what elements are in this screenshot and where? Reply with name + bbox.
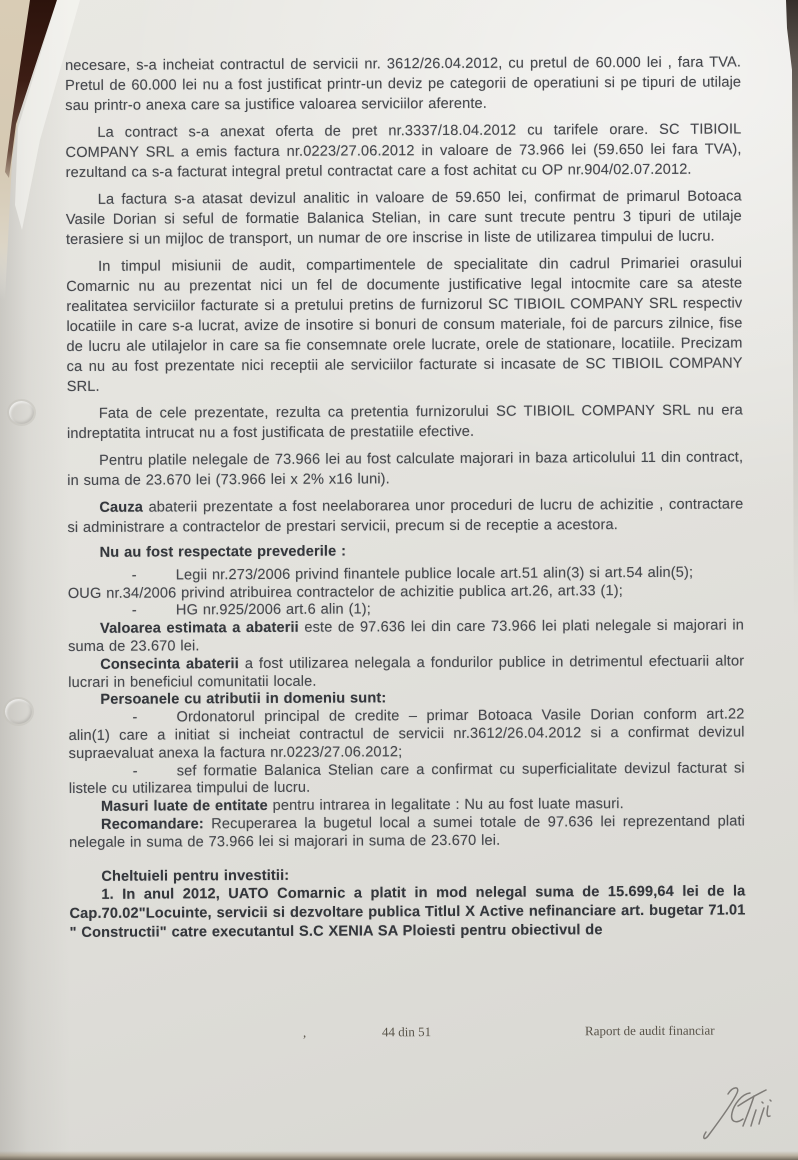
footer-doc-label: Raport de audit financiar — [584, 1022, 715, 1039]
list-item-text: sef formatie Balanica Stelian care a confirmat cu superficialitate devizul facturat si listele cu utilizarea timpului de lucru. — [68, 760, 745, 798]
list-item-legea — [68, 564, 744, 585]
paragraph-fata: Fata de cele prezentate, rezulta ca pretentia furnizorului SC TIBIOIL COMPANY SRL nu era indreptatita intrucat nu a fost justificata de prestatiile efective. — [66, 402, 743, 442]
document-body — [65, 52, 746, 942]
paragraph-consecinta-text: a fost utilizarea nelegala a fondurilor publice in detrimentul efectuarii altor lucrari in beneficiul comunitatii locale. — [68, 653, 745, 691]
list-item-text: Legii nr.273/2006 privind finantele publice locale art.51 alin(3) si art.54 alin(5); — [175, 564, 694, 584]
list-dash: - — [132, 709, 138, 726]
bottom-page-edge — [0, 1151, 798, 1160]
paragraph-majorari: Pentru platile nelegale de 73.966 lei au fost calculate majorari in baza articolului 11 din contract, in suma de 23.670 lei (73.966 lei x 2% x16 luni). — [67, 449, 744, 489]
paragraph-recomandare-text: Recuperarea la bugetul local a sumei totale de 97.636 lei reprezentand plati nelegale in suma de 73.966 lei si majorari in suma de 23.670 lei. — [69, 813, 746, 851]
bold-lead-valoarea: Valoarea estimata a abaterii — [99, 619, 299, 638]
paragraph-consecinta — [68, 653, 744, 692]
bold-lead-cauza: Cauza — [99, 499, 144, 516]
section-tibioil — [65, 52, 744, 538]
right-page-edge — [782, 0, 798, 700]
section-investitii — [69, 864, 745, 943]
list-dash: - — [131, 567, 137, 584]
paragraph-audit: In timpul misiunii de audit, compartimentele de specialitate din cadrul Primariei orasului Comarnic nu au prezentat nici un fel de documente justificative legal intocmite care sa ateste realitatea serviciilor facturate si a pretului pretins de furnizorul SC TIBIOIL COMPANY SRL respectiv locatiile in care s-a lucrat, avize de insotire si bonuri de consum materiale, foi de parcurs zilnice, fise de lucru ale utilajelor in care sa fie consemnate orele lucrate, orele de stationare, locatiile. Precizam ca nu au fost prezentate nici receptii ale serviciilor facturate si incasate de SC TIBIOIL COMPANY SRL. — [66, 255, 743, 395]
signature-initials — [690, 1080, 790, 1155]
list-item-ordonator — [68, 707, 744, 764]
punch-hole-top — [7, 399, 36, 426]
heading-persoane: Persoanele cu atributii in domeniu sunt: — [100, 690, 387, 709]
bold-lead-recomandare: Recomandare: — [100, 816, 204, 833]
paragraph-masuri-text: pentru intrarea in legalitate : Nu au fost luate masuri. — [267, 796, 624, 815]
paragraph-contract: La contract s-a anexat oferta de pret nr.3337/18.04.2012 cu tarifele orare. SC TIBIOIL COMPANY SRL a emis factura nr.0223/27.06.2012 in valoare de 73.966 lei (59.650 lei fara TVA), rezultand ca s-a facturat integral pretul contractat care a fost achitat cu OP nr.904/02.07.2012. — [65, 121, 742, 181]
punch-hole-bottom — [3, 697, 34, 726]
page-number: 44 din 51 — [381, 1024, 432, 1040]
paragraph-recomandare — [69, 813, 745, 852]
paragraph-valoarea-text: este de 97.636 lei din care 73.966 lei plati nelegale si majorari in suma de 23.670 lei. — [68, 617, 745, 655]
section-abatere — [68, 541, 746, 852]
list-item-text: OUG nr.34/2006 privind atribuirea contractelor de achizitie publica art.26, art.33 (1); — [67, 582, 623, 602]
list-item-sef-formatie — [69, 760, 745, 799]
bold-lead-masuri: Masuri luate de entitate — [100, 798, 268, 815]
page-footer — [65, 1022, 741, 1050]
heading-cheltuieli: Cheltuieli pentru investitii: — [101, 867, 290, 885]
list-dash: - — [131, 603, 137, 620]
list-dash: - — [132, 763, 138, 780]
paragraph-cauza — [67, 494, 743, 538]
paragraph-cauza-text: abaterii prezentate a fost neelaborarea unor proceduri de lucru de achizitie , contractare si administrare a contractelor de prestari servicii, precum si de receptie a acestora. — [67, 496, 744, 536]
paragraph-intro: necesare, s-a incheiat contractul de servicii nr. 3612/26.04.2012, cu pretul de 60.000 lei , fara TVA. Pretul de 60.000 lei nu a fost justificat printr-un deviz pe categorii de operatiuni si pe tipuri de utilaje sau printr-o anexa care sa justifice valoarea serviciilor aferente. — [65, 54, 742, 114]
paragraph-investitii: 1. In anul 2012, UATO Comarnic a platit in mod nelegal suma de 15.699,64 lei de la Cap.70.02"Locuinte, servicii si dezvoltare publica Titlul X Active nefinanciare art. bugetar 71.01 " Constructii" catre executantul S.C XENIA SA Ploiesti pentru obiectivul de — [69, 883, 746, 941]
heading-prevederi: Nu au fost respectate prevederile : — [99, 543, 347, 561]
bold-lead-consecinta: Consecinta abaterii — [100, 655, 239, 673]
paragraph-factura: La factura s-a atasat devizul analitic in valoare de 59.650 lei, confirmat de primarul Botoaca Vasile Dorian si seful de formatie Balanica Stelian, in care sunt trecute pentru 3 tipuri de utilaje terasiere si un mijloc de transport, un numar de ore inscrise in liste de utilizarea timpului de lucru. — [65, 188, 742, 248]
paragraph-valoarea — [68, 618, 744, 657]
list-item-text: HG nr.925/2006 art.6 alin (1); — [175, 601, 371, 619]
list-item-text: Ordonatorul principal de credite – primar Botoaca Vasile Dorian conform art.22 alin(1) care a initiat si incheiat contractul de servicii nr.3612/26.04.2012 si a confirmat devizul supraevaluat anexa la factura nr.0223/27.06.2012; — [68, 706, 745, 762]
footer-stray-mark: , — [302, 1024, 307, 1040]
